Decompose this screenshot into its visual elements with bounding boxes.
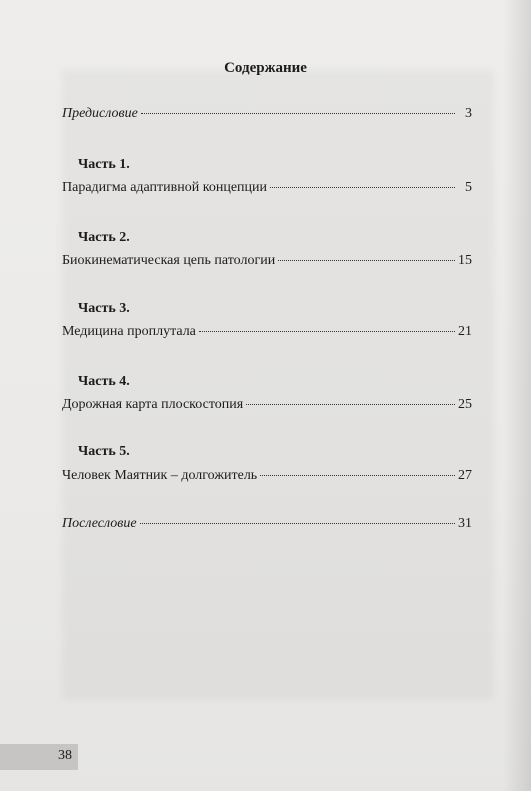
leader-dots <box>278 260 455 261</box>
toc-entry-part-5 <box>62 467 472 485</box>
leader-dots <box>140 523 455 524</box>
toc-entry-label: Человек Маятник – долгожитель <box>62 468 258 483</box>
toc-entry-label: Биокинематическая цепь патологии <box>62 253 276 268</box>
toc-entry-page: 3 <box>465 106 472 121</box>
toc-entry-label: Дорожная карта плоскостопия <box>62 397 244 412</box>
toc-entry-part-1 <box>62 179 472 197</box>
toc-entry-part-2 <box>62 252 472 270</box>
toc-entry-page: 27 <box>458 468 472 483</box>
leader-dots <box>199 331 455 332</box>
toc-entry-part-4 <box>62 396 472 414</box>
toc-entry-page: 5 <box>465 180 472 195</box>
toc-entry-page: 21 <box>458 324 472 339</box>
leader-dots <box>246 404 455 405</box>
toc-entry-afterword <box>62 515 472 533</box>
leader-dots <box>270 187 455 188</box>
toc-entry-page: 25 <box>458 397 472 412</box>
part-heading-2: Часть 2. <box>78 230 130 245</box>
toc-entry-part-3 <box>62 323 472 341</box>
leader-dots <box>260 475 455 476</box>
toc-entry-preface <box>62 105 472 123</box>
part-heading-4: Часть 4. <box>78 374 130 389</box>
toc-title: Содержание <box>224 60 307 76</box>
toc-entry-page: 31 <box>458 516 472 531</box>
leader-dots <box>141 113 455 114</box>
part-heading-5: Часть 5. <box>78 444 130 459</box>
page-edge-shadow <box>503 0 531 791</box>
toc-entry-label: Предисловие <box>62 106 138 121</box>
toc-entry-label: Медицина проплутала <box>62 324 196 339</box>
part-heading-1: Часть 1. <box>78 157 130 172</box>
page-number: 38 <box>58 748 72 763</box>
toc-entry-label: Послесловие <box>62 516 137 531</box>
part-heading-3: Часть 3. <box>78 301 130 316</box>
toc-entry-page: 15 <box>458 253 472 268</box>
toc-entry-label: Парадигма адаптивной концепции <box>62 180 268 195</box>
